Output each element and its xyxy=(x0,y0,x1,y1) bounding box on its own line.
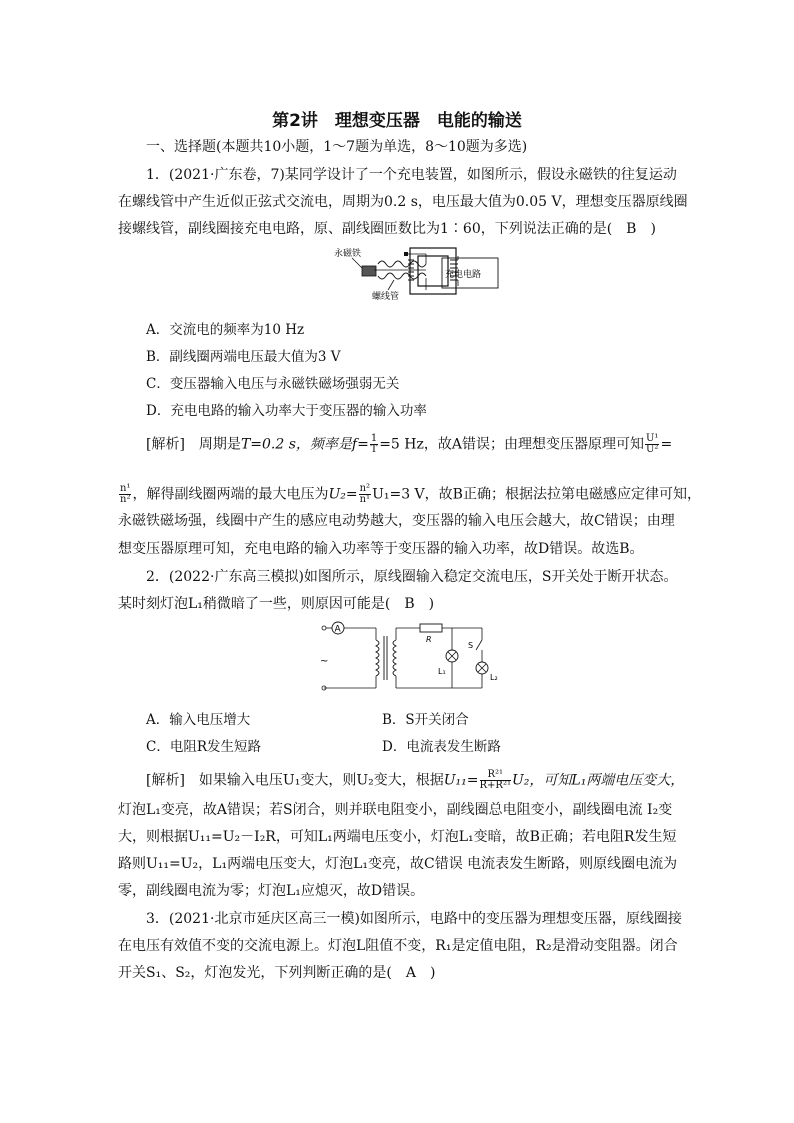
q2-figure-circuit xyxy=(318,618,508,694)
secondary-coil xyxy=(393,640,396,676)
q2-analysis-line4: 路则U₁₁=U₂，L₁两端电压变大，灯泡L₁变亮，故C错误 电流表发生断路，则原线圈电流为 xyxy=(118,856,678,872)
q2-option-b: B．S开关闭合 xyxy=(382,712,469,728)
q1-fig-label-circuit: 充电电路 xyxy=(445,270,482,280)
fraction: $\frac{\text{R²¹}}{\text{R+R²¹}}$ xyxy=(479,769,511,791)
q1-option-a: A．交流电的频率为10 Hz xyxy=(146,322,305,338)
page-title: 第2讲 理想变压器 电能的输送 xyxy=(272,111,522,131)
magnet xyxy=(362,266,376,276)
q2-fig-label-s: S xyxy=(468,641,474,650)
q2-fig-label-r: R xyxy=(426,635,432,644)
q1-analysis-line3: 永磁铁磁场强，线圈中产生的感应电动势越大，变压器的输入电压会越大，故C错误；由理 xyxy=(118,513,675,529)
q2-analysis-line5: 零，副线圈电流为零；灯泡L₁应熄灭，故D错误。 xyxy=(118,883,425,899)
q1-stem-line2: 在螺线管中产生近似正弦式交流电，周期为0.2 s，电压最大值为0.05 V，理想变压器原线圈 xyxy=(118,194,688,210)
q1-figure-charging-device xyxy=(334,244,504,304)
q1-option-b: B．副线圈两端电压最大值为3 V xyxy=(146,349,341,365)
q1-analysis-line4: 想变压器原理可知，充电电路的输入功率等于变压器的输入功率，故D错误。故选B。 xyxy=(118,541,644,557)
switch-s xyxy=(476,640,482,650)
solenoid-coil xyxy=(378,261,426,267)
q1-fig-label-magnet: 永磁铁 xyxy=(334,249,362,259)
q2-stem-line2: 某时刻灯泡L₁稍微暗了一些，则原因可能是( B ) xyxy=(118,596,435,612)
q2-fig-label-l1: L₁ xyxy=(438,667,446,676)
q2-analysis-line2: 灯泡L₁变亮，故A错误；若S闭合，则并联电阻变小，副线圈总电阻变小，副线圈电流 I₂变 xyxy=(118,802,673,818)
q2-stem-line1: 2．(2022·广东高三模拟)如图所示，原线圈输入稳定交流电压，S开关处于断开状态。 xyxy=(146,569,678,585)
q1-option-c: C．变压器输入电压与永磁铁磁场强弱无关 xyxy=(146,376,400,392)
q2-fig-label-l2: L₂ xyxy=(490,673,498,682)
q3-stem-line1: 3．(2021·北京市延庆区高三一模)如图所示，电路中的变压器为理想变压器，原线圈接 xyxy=(146,911,682,927)
resistor-r xyxy=(420,624,442,632)
q1-stem-line1: 1．(2021·广东卷，7)某同学设计了一个充电装置，如图所示，假设永磁铁的往复运动 xyxy=(146,167,677,183)
q2-option-c: C．电阻R发生短路 xyxy=(146,739,261,755)
q2-analysis-line3: 大，则根据U₁₁=U₂－I₂R，可知L₁两端电压变小，灯泡L₁变暗，故B正确；若电阻R发生短 xyxy=(118,829,677,845)
q2-option-d: D．电流表发生断路 xyxy=(382,739,501,755)
fraction: $\frac{\text{n²}}{\text{n¹}}$ xyxy=(359,483,371,505)
primary-coil xyxy=(376,640,379,676)
fraction: $\frac{\text{U¹}}{\text{U²}}$ xyxy=(646,433,659,455)
q1-stem-line3: 接螺线管，副线圈接充电电路，原、副线圈匝数比为1∶60，下列说法正确的是( B ) xyxy=(118,221,656,237)
q3-stem-line3: 开关S₁、S₂，灯泡发光，下列判断正确的是( A ) xyxy=(118,965,436,981)
q3-stem-line2: 在电压有效值不变的交流电源上。灯泡L阻值不变，R₁是定值电阻，R₂是滑动变阻器。闭合 xyxy=(118,938,678,954)
q2-analysis-line1: [解析] 如果输入电压U₁变大，则U₂变大，根据U₁₁= $\frac{\text{R²¹}}{\text{R+R²¹}}$ U₂，可知L₁两端电压变大， xyxy=(146,769,685,791)
q1-analysis-line1: [解析] 周期是T=0.2 s，频率是f= $\frac{1}{T}$ =5 Hz，故A错误；由理想变压器原理可知 $\frac{\text{U¹}}{\text{U²}}$ = xyxy=(146,433,673,455)
q2-fig-label-ammeter: A xyxy=(334,624,341,635)
q1-option-d: D．充电电路的输入功率大于变压器的输入功率 xyxy=(146,403,427,419)
q2-fig-label-ac: ~ xyxy=(320,656,329,667)
q1-analysis-line2: $\frac{\text{n¹}}{\text{n²}}$ ，解得副线圈两端的最大电压为U₂= $\frac{\text{n²}}{\text{n¹}}$ U₁=3 V，故B正确；根据法拉第电磁感应定律可知， xyxy=(120,483,701,505)
q2-option-a: A．输入电压增大 xyxy=(146,712,251,728)
fraction: $\frac{1}{T}$ xyxy=(370,433,378,455)
fraction: $\frac{\text{n¹}}{\text{n²}}$ xyxy=(120,483,131,505)
section-heading: 一、选择题(本题共10小题，1～7题为单选，8～10题为多选) xyxy=(146,139,528,155)
q1-fig-label-solenoid: 螺线管 xyxy=(372,292,400,302)
